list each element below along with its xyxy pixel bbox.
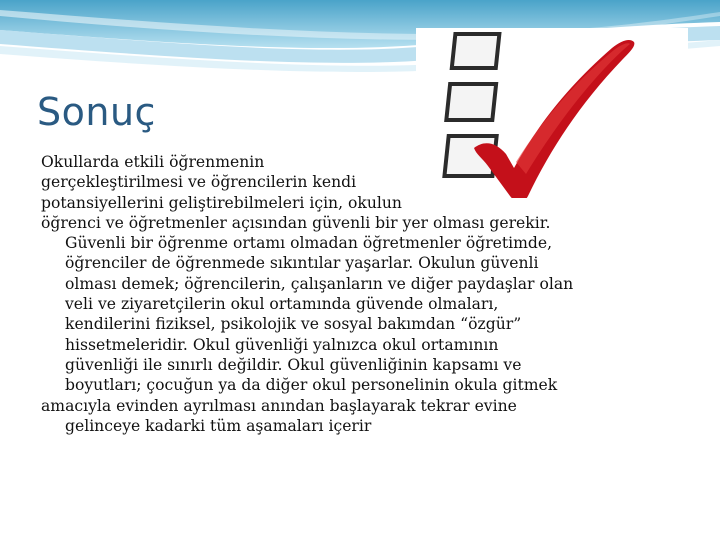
body-line: gelinceye kadarki tüm aşamaları içerir: [65, 416, 372, 435]
body-line: Okullarda etkili öğrenmenin: [41, 153, 265, 171]
body-paragraph: [41, 152, 681, 436]
body-line: güvenliği ile sınırlı değildir. Okul güvenliğinin kapsamı ve: [65, 355, 522, 374]
body-line: amacıyla evinden ayrılması anından başlayarak tekrar evine: [41, 396, 517, 415]
body-line: potansiyellerini geliştirebilmeleri için, okulun: [41, 193, 402, 212]
slide-title: Sonuç: [37, 90, 156, 134]
body-line: Güvenli bir öğrenme ortamı olmadan öğretmenler öğretimde,: [65, 234, 553, 253]
body-line: gerçekleştirilmesi ve öğrencilerin kendi: [41, 173, 357, 192]
body-line: öğrenci ve öğretmenler açısından güvenli bir yer olması gerekir.: [41, 213, 551, 232]
body-line: veli ve ziyaretçilerin okul ortamında güvende olmaları,: [65, 295, 499, 314]
body-line: olması demek; öğrencilerin, çalışanların ve diğer paydaşlar olan: [65, 274, 574, 293]
body-line: kendilerini fiziksel, psikolojik ve sosyal bakımdan “özgür”: [65, 315, 522, 334]
checkbox-2-icon: [446, 84, 496, 120]
body-line: hissetmeleridir. Okul güvenliği yalnızca okul ortamının: [65, 335, 499, 354]
body-line: boyutları; çocuğun ya da diğer okul personelinin okula gitmek: [65, 376, 558, 395]
body-line: öğrenciler de öğrenmede sıkıntılar yaşarlar. Okulun güvenli: [65, 254, 539, 273]
checkbox-1-icon: [452, 34, 500, 68]
